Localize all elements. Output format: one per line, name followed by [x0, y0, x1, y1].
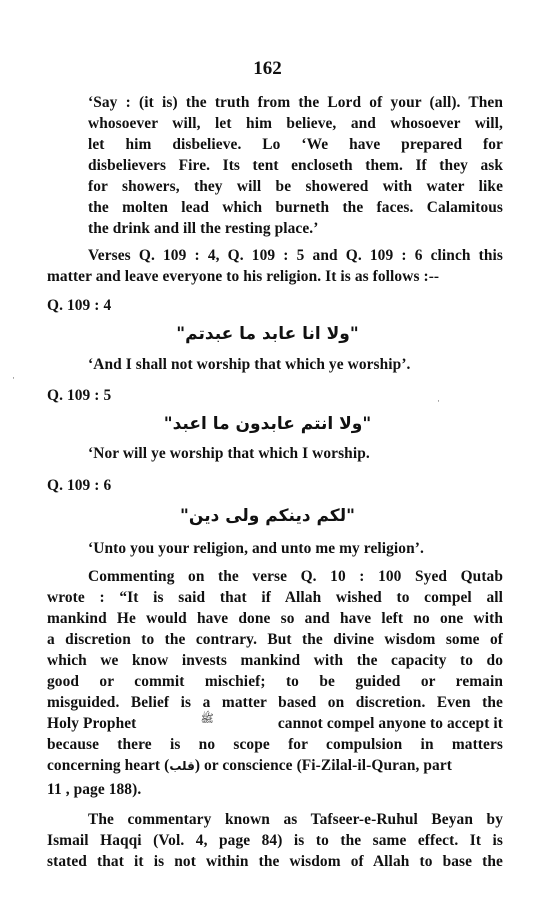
intro-line: matter and leave everyone to his religion. It is as follows :--	[47, 268, 440, 285]
heart-text: concerning heart (	[47, 757, 170, 774]
commentary-citation: 11 , page 188).	[47, 781, 142, 798]
quote-line: let him disbelieve. Lo ‘We have prepared for	[88, 136, 503, 153]
arabic-verse: "لكم دينكم ولى دين"	[180, 506, 355, 526]
verse-reference: Q. 109 : 6	[47, 477, 112, 494]
closing-line: The commentary known as Tafseer-e-Ruhul Beyan by	[88, 811, 503, 828]
commentary-line: misguided. Belief is a matter based on discretion. Even the	[47, 694, 503, 711]
scan-speck: ·	[12, 373, 15, 383]
commentary-line: mankind He would have done so and have left no one with	[47, 610, 503, 627]
quote-line: the drink and ill the resting place.’	[88, 220, 319, 237]
quote-line: the molten lead which burneth the faces. Calamitous	[88, 199, 503, 216]
verse-reference: Q. 109 : 5	[47, 387, 112, 404]
arabic-inline-word: قلب	[169, 759, 195, 773]
verse-translation: ‘Nor will ye worship that which I worship.	[88, 445, 370, 462]
verse-translation: ‘And I shall not worship that which ye worship’.	[88, 356, 411, 373]
commentary-line-heart	[47, 756, 452, 776]
commentary-line: wrote : “It is said that if Allah wished to compel all	[47, 589, 503, 606]
closing-line: stated that it is not within the wisdom of Allah to base the	[47, 853, 503, 870]
quote-line: disbelievers Fire. Its tent encloseth them. If they ask	[88, 157, 503, 174]
scan-speck: ·	[437, 396, 440, 406]
intro-line: Verses Q. 109 : 4, Q. 109 : 5 and Q. 109 : 6 clinch this	[88, 247, 503, 264]
heart-text-continued: ) or conscience (Fi-Zilal-il-Quran, part	[194, 757, 453, 774]
commentary-line: a discretion to the contrary. But the divine wisdom some of	[47, 631, 503, 648]
quote-line: whosoever will, let him believe, and whosoever will,	[88, 115, 503, 132]
commentary-line: Commenting on the verse Q. 10 : 100 Syed Qutab	[88, 568, 503, 585]
verse-reference: Q. 109 : 4	[47, 297, 112, 314]
commentary-line: which we know invests mankind with the capacity to do	[47, 652, 503, 669]
commentary-line: because there is no scope for compulsion in matters	[47, 736, 503, 753]
arabic-verse: "ولا انتم عابدون ما اعبد"	[163, 414, 372, 434]
verse-translation: ‘Unto you your religion, and unto me my religion’.	[88, 540, 424, 557]
commentary-line-prophet	[47, 714, 503, 734]
closing-line: Ismail Haqqi (Vol. 4, page 84) is to the same effect. It is	[47, 832, 503, 849]
quote-line: ‘Say : (it is) the truth from the Lord of your (all). Then	[88, 94, 503, 111]
commentary-line: good or commit mischief; to be guided or remain	[47, 673, 503, 690]
prophet-text-continued: cannot compel anyone to accept it	[277, 715, 503, 732]
quote-line: for showers, they will be showered with water like	[88, 178, 503, 195]
page-number: 162	[253, 58, 282, 79]
arabic-verse: "ولا انا عابد ما عبدتم"	[176, 324, 359, 344]
prophet-text: Holy Prophet	[47, 715, 137, 732]
pbuh-honorific-icon: ﷺ	[200, 712, 214, 725]
